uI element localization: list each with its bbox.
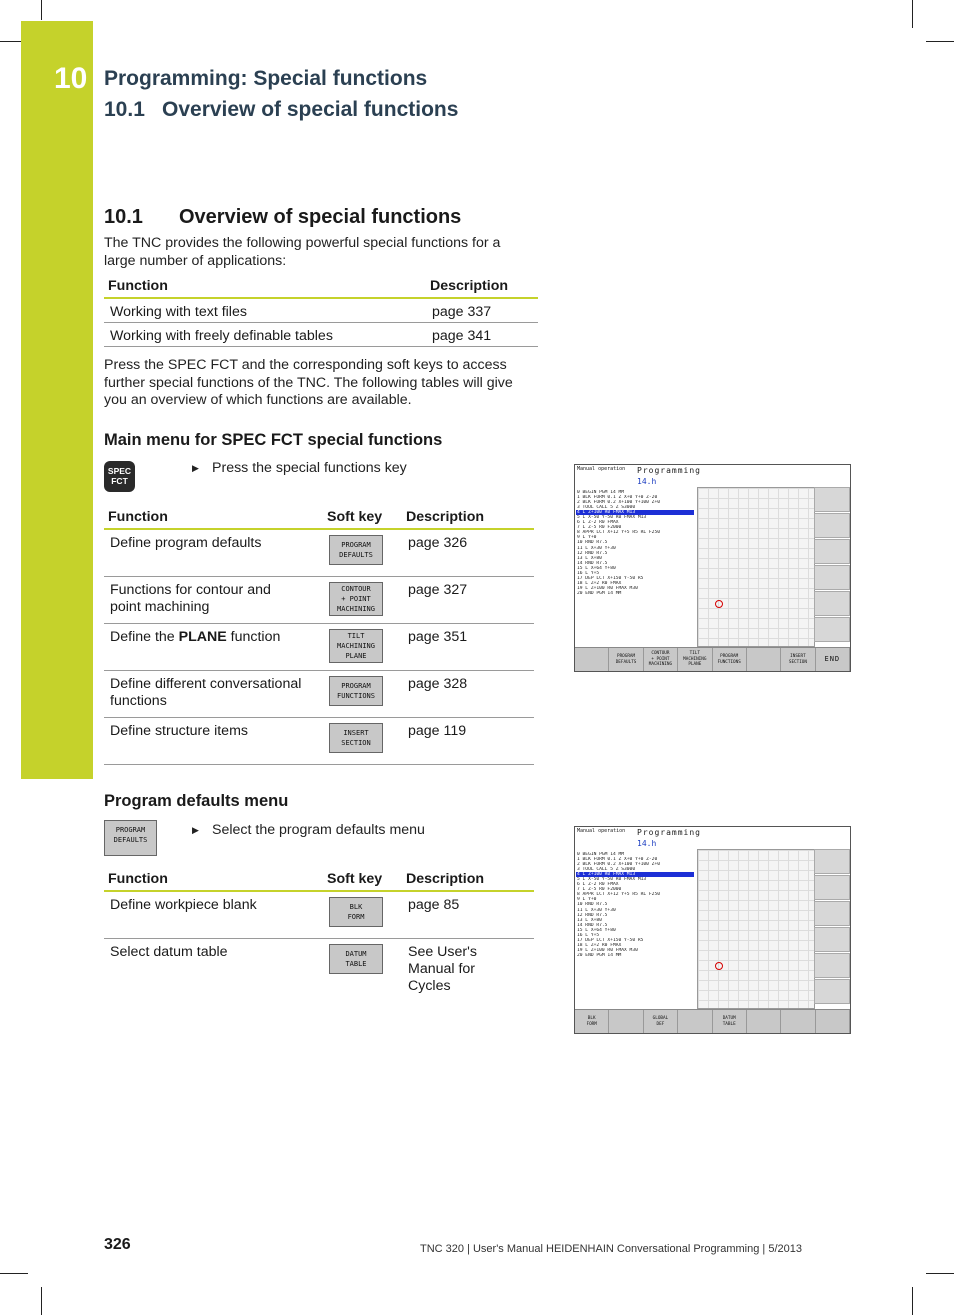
vertical-softkey-column [814, 849, 850, 1009]
crop-mark [926, 1273, 954, 1274]
cell-softkey [323, 938, 402, 996]
program-defaults-softkey[interactable]: PROGRAM DEFAULTS [329, 535, 383, 565]
instruction-text: Press the special functions key [212, 460, 407, 476]
cell-function: Define structure items [104, 717, 323, 764]
cell-function: Define different conversational functions [104, 670, 323, 717]
cell-softkey [323, 623, 402, 670]
instruction-step [192, 822, 425, 838]
program-line[interactable]: 1 BLK FORM 0.1 Z X+0 Y+0 Z-20 [577, 495, 658, 501]
softkey-bar [575, 1009, 850, 1033]
tool-position-icon [715, 600, 723, 608]
softkey-end[interactable]: END [816, 648, 850, 671]
program-line[interactable]: 20 END PGM 14 MM [577, 590, 622, 596]
vertical-softkey[interactable] [814, 591, 850, 616]
vertical-softkey[interactable] [814, 539, 850, 564]
program-line[interactable]: 9 L Y+0 [577, 897, 597, 903]
table-row [104, 891, 534, 938]
program-line[interactable]: 3 TOOL CALL 5 Z S3000 [577, 867, 636, 873]
crop-mark [926, 41, 954, 42]
vertical-softkey[interactable] [814, 875, 850, 900]
cell-description: page 327 [402, 576, 534, 623]
cell-softkey [323, 717, 402, 764]
program-line[interactable]: 19 L Z+100 R0 FMAX M30 [577, 947, 638, 953]
intro-line: large number of applications: [104, 252, 287, 269]
softkey-datum-table[interactable]: DATUM TABLE [713, 1010, 747, 1033]
program-line[interactable]: 14 RND R7.5 [577, 922, 608, 928]
program-line[interactable]: 0 BEGIN PGM 14 MM [577, 852, 625, 857]
crop-mark [0, 41, 22, 42]
screen-mode: Manual operation [577, 828, 626, 834]
program-line[interactable]: 1 BLK FORM 0.1 Z X+0 Y+0 Z-20 [577, 857, 658, 863]
chapter-number: 10 [54, 62, 88, 95]
program-line[interactable]: 20 END PGM 14 MM [577, 952, 622, 958]
program-line-selected[interactable]: 4 L Z+100 R0 FMAX M13 [576, 510, 694, 515]
softkey-contour-point[interactable]: CONTOUR + POINT MACHINING [644, 648, 678, 671]
section-number: 10.1 [104, 206, 143, 228]
softkey-empty[interactable] [747, 648, 781, 671]
cell-function: Functions for contour and point machining [104, 576, 323, 623]
paragraph-line: further special functions of the TNC. The following tables will give [104, 374, 513, 391]
program-line[interactable]: 13 L X+80 [577, 555, 602, 561]
program-line[interactable]: 11 L X+30 Y+30 [577, 907, 616, 913]
column-header-description: Description [402, 869, 534, 891]
column-header-description: Description [426, 276, 538, 298]
program-line[interactable]: 19 L Z+100 R0 FMAX M30 [577, 585, 638, 591]
cell-description: page 328 [402, 670, 534, 717]
tool-position-icon [715, 962, 723, 970]
column-header-function: Function [104, 276, 426, 298]
datum-table-softkey[interactable]: DATUM TABLE [329, 944, 383, 974]
instruction-text: Select the program defaults menu [212, 822, 425, 838]
program-line[interactable]: 2 BLK FORM 0.2 X+100 Y+100 Z+0 [577, 500, 660, 506]
blk-form-softkey[interactable]: BLK FORM [329, 897, 383, 927]
program-line[interactable]: 2 BLK FORM 0.2 X+100 Y+100 Z+0 [577, 862, 660, 868]
main-menu-table [104, 507, 534, 765]
cell-function: Define workpiece blank [104, 891, 323, 938]
chapter-band [21, 21, 93, 779]
vertical-softkey[interactable] [814, 849, 850, 874]
tnc-screen-program-defaults [574, 826, 851, 1034]
program-line[interactable]: 16 L Y+5 [577, 570, 600, 576]
program-line[interactable]: 13 L X+80 [577, 917, 602, 923]
screen-title: Programming [637, 828, 701, 837]
softkey-tilt-plane[interactable]: TILT MACHINING PLANE [678, 648, 712, 671]
softkey-empty[interactable] [609, 1010, 643, 1033]
section-heading [104, 206, 461, 229]
vertical-softkey-column [814, 487, 850, 647]
cell-description: See User's Manual for Cycles [408, 943, 477, 994]
program-line[interactable]: 7 L Z-5 R0 F2000 [577, 525, 622, 531]
program-line-selected[interactable]: 4 L Z+100 R0 FMAX M13 [576, 872, 694, 877]
program-line[interactable]: 3 TOOL CALL 5 Z S3000 [577, 505, 636, 511]
program-line[interactable]: 8 APPR LCT X+12 Y+5 R5 RL F250 [577, 892, 660, 898]
cell-function: Working with text files [104, 298, 426, 322]
softkey-program-functions[interactable]: PROGRAM FUNCTIONS [713, 648, 747, 671]
running-section-header [104, 98, 458, 122]
vertical-softkey[interactable] [814, 953, 850, 978]
defaults-menu-heading: Program defaults menu [104, 792, 289, 810]
program-line[interactable]: 16 L Y+5 [577, 932, 600, 938]
table-row [104, 298, 538, 322]
program-listing [576, 852, 694, 958]
program-line[interactable]: 17 DEP LCT X+150 Y-50 R5 [577, 575, 644, 581]
table-row [104, 529, 534, 576]
program-defaults-key[interactable]: PROGRAM DEFAULTS [104, 820, 157, 856]
running-section-title: Overview of special functions [162, 98, 459, 121]
program-line[interactable]: 5 L X-50 Y-50 R0 FMAX M13 [577, 515, 647, 521]
screen-file-name: 14.h [637, 839, 657, 848]
table-row [104, 322, 538, 346]
defaults-menu-table [104, 869, 534, 996]
screen-title: Programming [637, 466, 701, 475]
program-line[interactable]: 5 L X-50 Y-50 R0 FMAX M13 [577, 877, 647, 883]
vertical-softkey[interactable] [814, 927, 850, 952]
key-label: SPEC [107, 466, 132, 476]
softkey-empty[interactable] [575, 648, 609, 671]
softkey-blk-form[interactable]: BLK FORM [575, 1010, 609, 1033]
program-line[interactable]: 7 L Z-5 R0 F2000 [577, 887, 622, 893]
crop-mark [0, 1273, 28, 1274]
cell-function: Working with freely definable tables [104, 322, 426, 346]
softkey-program-defaults[interactable]: PROGRAM DEFAULTS [609, 648, 643, 671]
column-header-softkey: Soft key [323, 869, 402, 891]
cell-function: Define program defaults [104, 529, 323, 576]
intro-paragraph [104, 235, 500, 270]
cell-description: page 119 [402, 717, 534, 764]
contour-point-machining-softkey[interactable]: CONTOUR + POINT MACHINING [329, 582, 383, 616]
program-line[interactable]: 10 RND R7.5 [577, 902, 608, 908]
program-line[interactable]: 0 BEGIN PGM 14 MM [577, 490, 625, 495]
program-listing [576, 490, 694, 596]
crop-mark [912, 1287, 913, 1315]
section-title: Overview of special functions [179, 206, 462, 228]
paragraph-line: you an overview of which functions are available. [104, 392, 412, 409]
vertical-softkey[interactable] [814, 565, 850, 590]
page-number: 326 [104, 1236, 131, 1253]
paragraph-line: Press the SPEC FCT and the corresponding soft keys to access [104, 357, 507, 373]
program-line[interactable]: 6 L Z-2 R0 FMAX [577, 882, 619, 888]
program-line[interactable]: 8 APPR LCT X+12 Y+5 R5 RL F250 [577, 530, 660, 536]
program-line[interactable]: 17 DEP LCT X+150 Y-50 R5 [577, 937, 644, 943]
vertical-softkey[interactable] [814, 617, 850, 642]
screen-mode: Manual operation [577, 466, 626, 472]
intro-line: The TNC provides the following powerful special functions for a [104, 235, 501, 251]
program-line[interactable]: 9 L Y+0 [577, 535, 597, 541]
cell-softkey [323, 576, 402, 623]
softkey-graphic-icon[interactable] [816, 1010, 850, 1033]
cell-softkey [323, 891, 402, 938]
spec-fct-paragraph [104, 357, 513, 410]
special-functions-table [104, 276, 538, 347]
bullet-triangle-icon: ▶ [192, 825, 199, 835]
cell-softkey [323, 670, 402, 717]
cell-softkey [323, 529, 402, 576]
program-line[interactable]: 6 L Z-2 R0 FMAX [577, 520, 619, 526]
cell-description: page 85 [402, 891, 534, 938]
cell-function: Define the PLANE function [104, 623, 323, 670]
table-row [104, 717, 534, 764]
column-header-function: Function [104, 869, 323, 891]
program-line[interactable]: 18 L Z+2 R0 FMAX [577, 580, 622, 586]
softkey-empty[interactable] [781, 1010, 815, 1033]
main-menu-heading: Main menu for SPEC FCT special functions [104, 431, 443, 449]
program-line[interactable]: 14 RND R7.5 [577, 560, 608, 566]
key-label: FCT [111, 476, 128, 486]
program-line[interactable]: 11 L X+30 Y+30 [577, 545, 616, 551]
softkey-bar [575, 647, 850, 671]
crop-mark [41, 0, 42, 20]
tnc-screen-main-menu [574, 464, 851, 672]
vertical-softkey[interactable] [814, 513, 850, 538]
program-line[interactable]: 10 RND R7.5 [577, 540, 608, 546]
graphics-window [697, 487, 815, 647]
tilt-machining-plane-softkey[interactable]: TILT MACHINING PLANE [329, 629, 383, 663]
vertical-softkey[interactable] [814, 487, 850, 512]
softkey-insert-section[interactable]: INSERT SECTION [781, 648, 815, 671]
cell-description: page 326 [402, 529, 534, 576]
cell-description: page 337 [426, 298, 538, 322]
crop-mark [912, 0, 913, 28]
insert-section-softkey[interactable]: INSERT SECTION [329, 723, 383, 753]
vertical-softkey[interactable] [814, 901, 850, 926]
column-header-function: Function [104, 507, 323, 529]
cell-description: page 341 [426, 322, 538, 346]
chapter-title: Programming: Special functions [104, 67, 428, 90]
graphics-window [697, 849, 815, 1009]
bullet-triangle-icon: ▶ [192, 463, 199, 473]
column-header-description: Description [402, 507, 534, 529]
column-header-softkey: Soft key [323, 507, 402, 529]
footer-text: TNC 320 | User's Manual HEIDENHAIN Conversational Programming | 5/2013 [420, 1243, 802, 1255]
program-functions-softkey[interactable]: PROGRAM FUNCTIONS [329, 676, 383, 706]
running-section-number: 10.1 [104, 98, 145, 121]
cell-function: Select datum table [110, 943, 228, 960]
crop-mark [41, 1287, 42, 1315]
table-row [104, 576, 534, 623]
softkey-empty[interactable] [678, 1010, 712, 1033]
program-line[interactable]: 18 L Z+2 R0 FMAX [577, 942, 622, 948]
table-row [104, 623, 534, 670]
vertical-softkey[interactable] [814, 979, 850, 1004]
spec-fct-key[interactable] [104, 461, 135, 492]
softkey-global-def[interactable]: GLOBAL DEF [644, 1010, 678, 1033]
screen-file-name: 14.h [637, 477, 657, 486]
table-row [104, 670, 534, 717]
program-line[interactable]: 12 RND R7.5 [577, 550, 608, 556]
program-line[interactable]: 12 RND R7.5 [577, 912, 608, 918]
program-line[interactable]: 15 L X+64 Y+80 [577, 927, 616, 933]
cell-description: page 351 [402, 623, 534, 670]
softkey-empty[interactable] [747, 1010, 781, 1033]
table-row [104, 938, 534, 996]
program-line[interactable]: 15 L X+64 Y+80 [577, 565, 616, 571]
instruction-step [192, 460, 407, 476]
